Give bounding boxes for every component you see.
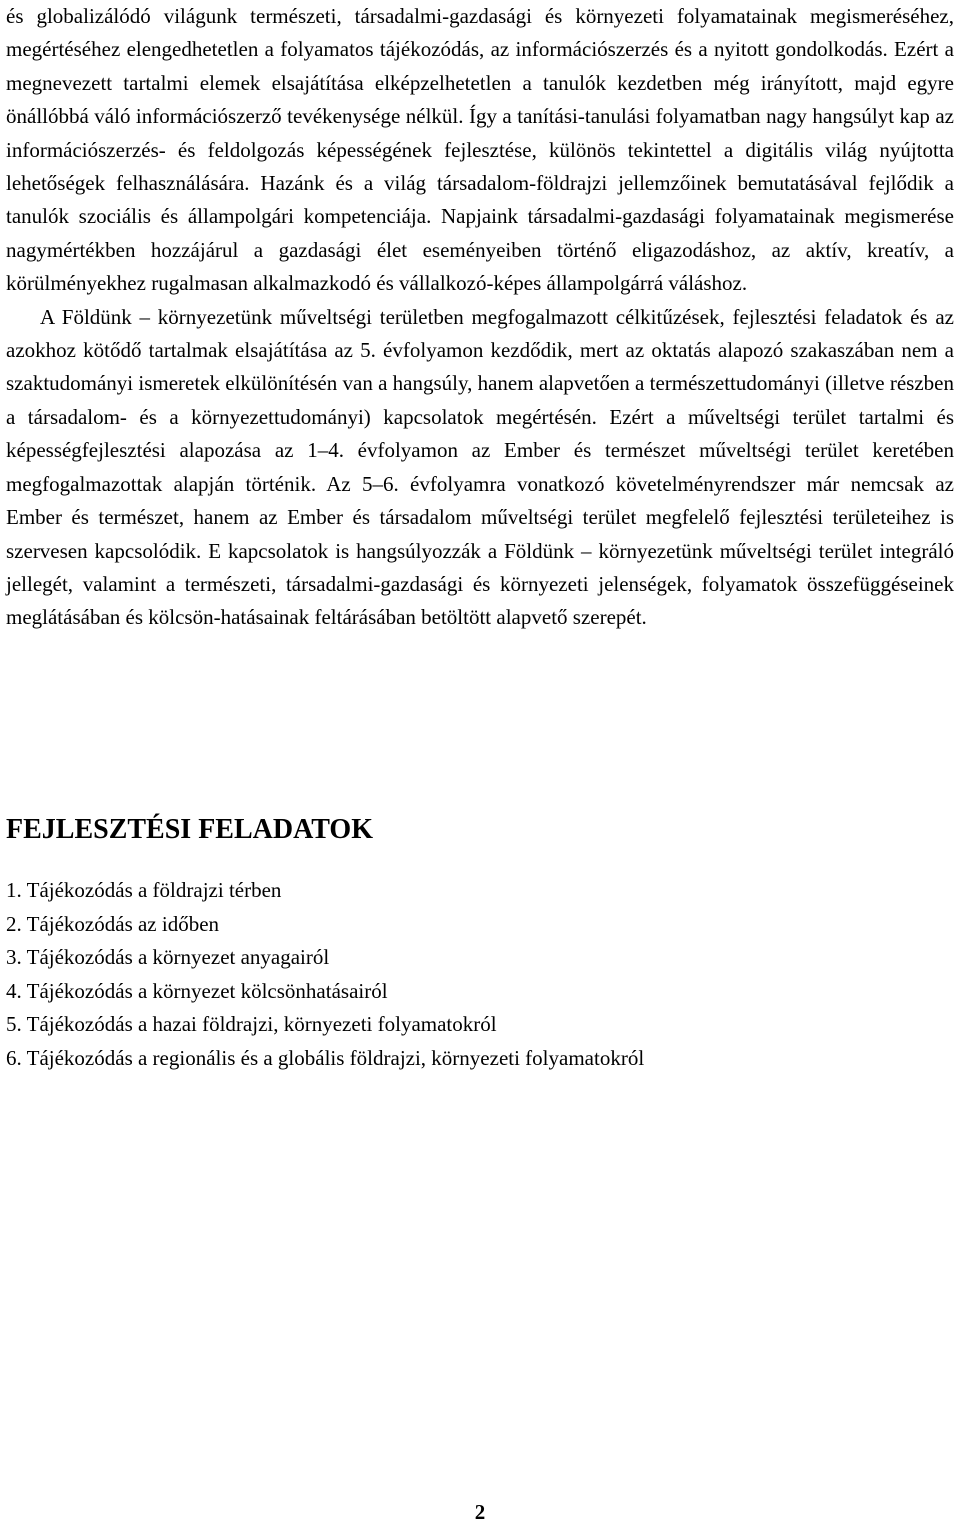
list-item: 5. Tájékozódás a hazai földrajzi, környezeti folyamatokról (6, 1012, 497, 1037)
list-item: 2. Tájékozódás az időben (6, 911, 220, 936)
list-item: 6. Tájékozódás a regionális és a globális földrajzi, környezeti folyamatokról (6, 1045, 645, 1070)
list-item: 1. Tájékozódás a földrajzi térben (6, 878, 282, 902)
list-item: 3. Tájékozódás a környezet anyagairól (6, 945, 330, 970)
development-tasks-list (6, 874, 644, 1076)
section-heading: FEJLESZTÉSI FELADATOK (6, 814, 373, 845)
body-paragraph: A Földünk – környezetünk műveltségi területben megfogalmazott célkitűzések, fejlesztési feladatok és az azokhoz kötődő tartalmak elsajátítása az 5. évfolyamon kezdődik, mert az oktatás alapozó szakaszában nem a szaktudományi ismeretek elkülönítésén van a hangsúly, hanem alapvetően a természettudományi (illetve részben a társadalom- és a környezettudományi) kapcsolatok megértésén. Ezért a műveltségi terület tartalmi és képességfejlesztési alapozása az 1–4. évfolyamon az Ember és természet műveltségi terület keretében megfogalmazottak alapján történik. Az 5–6. évfolyamra vonatkozó követelményrendszer már nemcsak az Ember és természet, hanem az Ember és társadalom műveltségi terület megfelelő fejlesztési területeihez is szervesen kapcsolódik. E kapcsolatok is hangsúlyozzák a Földünk – környezetünk műveltségi terület integráló jellegét, valamint a természeti, társadalmi-gazdasági és környezeti jelenségek, folyamatok összefüggéseinek meglátásában és kölcsön-hatásainak feltárásában betöltött alapvető szerepét. (6, 304, 954, 630)
body-paragraph: és globalizálódó világunk természeti, társadalmi-gazdasági és környezeti folyamatainak megismeréséhez, megértéséhez elengedhetetlen a folyamatos tájékozódás, az információszerzés és a nyitott gondolkodás. Ezért a megnevezett tartalmi elemek elsajátítása elképzelhetetlen a tanulók kezdetben még irányított, majd egyre önállóbbá váló információszerző tevékenysége nélkül. Így a tanítási-tanulási folyamatban nagy hangsúlyt kap az információszerzés- és feldolgozás képességének fejlesztése, különös tekintettel a digitális világ nyújtotta lehetőségek felhasználására. Hazánk és a világ társadalom-földrajzi jellemzőinek bemutatásával fejlődik a tanulók szociális és állampolgári kompetenciája. Napjaink társadalmi-gazdasági folyamatainak megismerése nagymértékben hozzájárul a gazdasági élet eseményeiben történő eligazodáshoz, az aktív, kreatív, a körülményekhez rugalmasan alkalmazkodó és vállalkozó-képes állampolgárrá váláshoz. (6, 4, 954, 296)
page-number: 2 (474, 1500, 486, 1524)
list-item: 4. Tájékozódás a környezet kölcsönhatásairól (6, 978, 388, 1003)
document-body (6, 0, 954, 635)
